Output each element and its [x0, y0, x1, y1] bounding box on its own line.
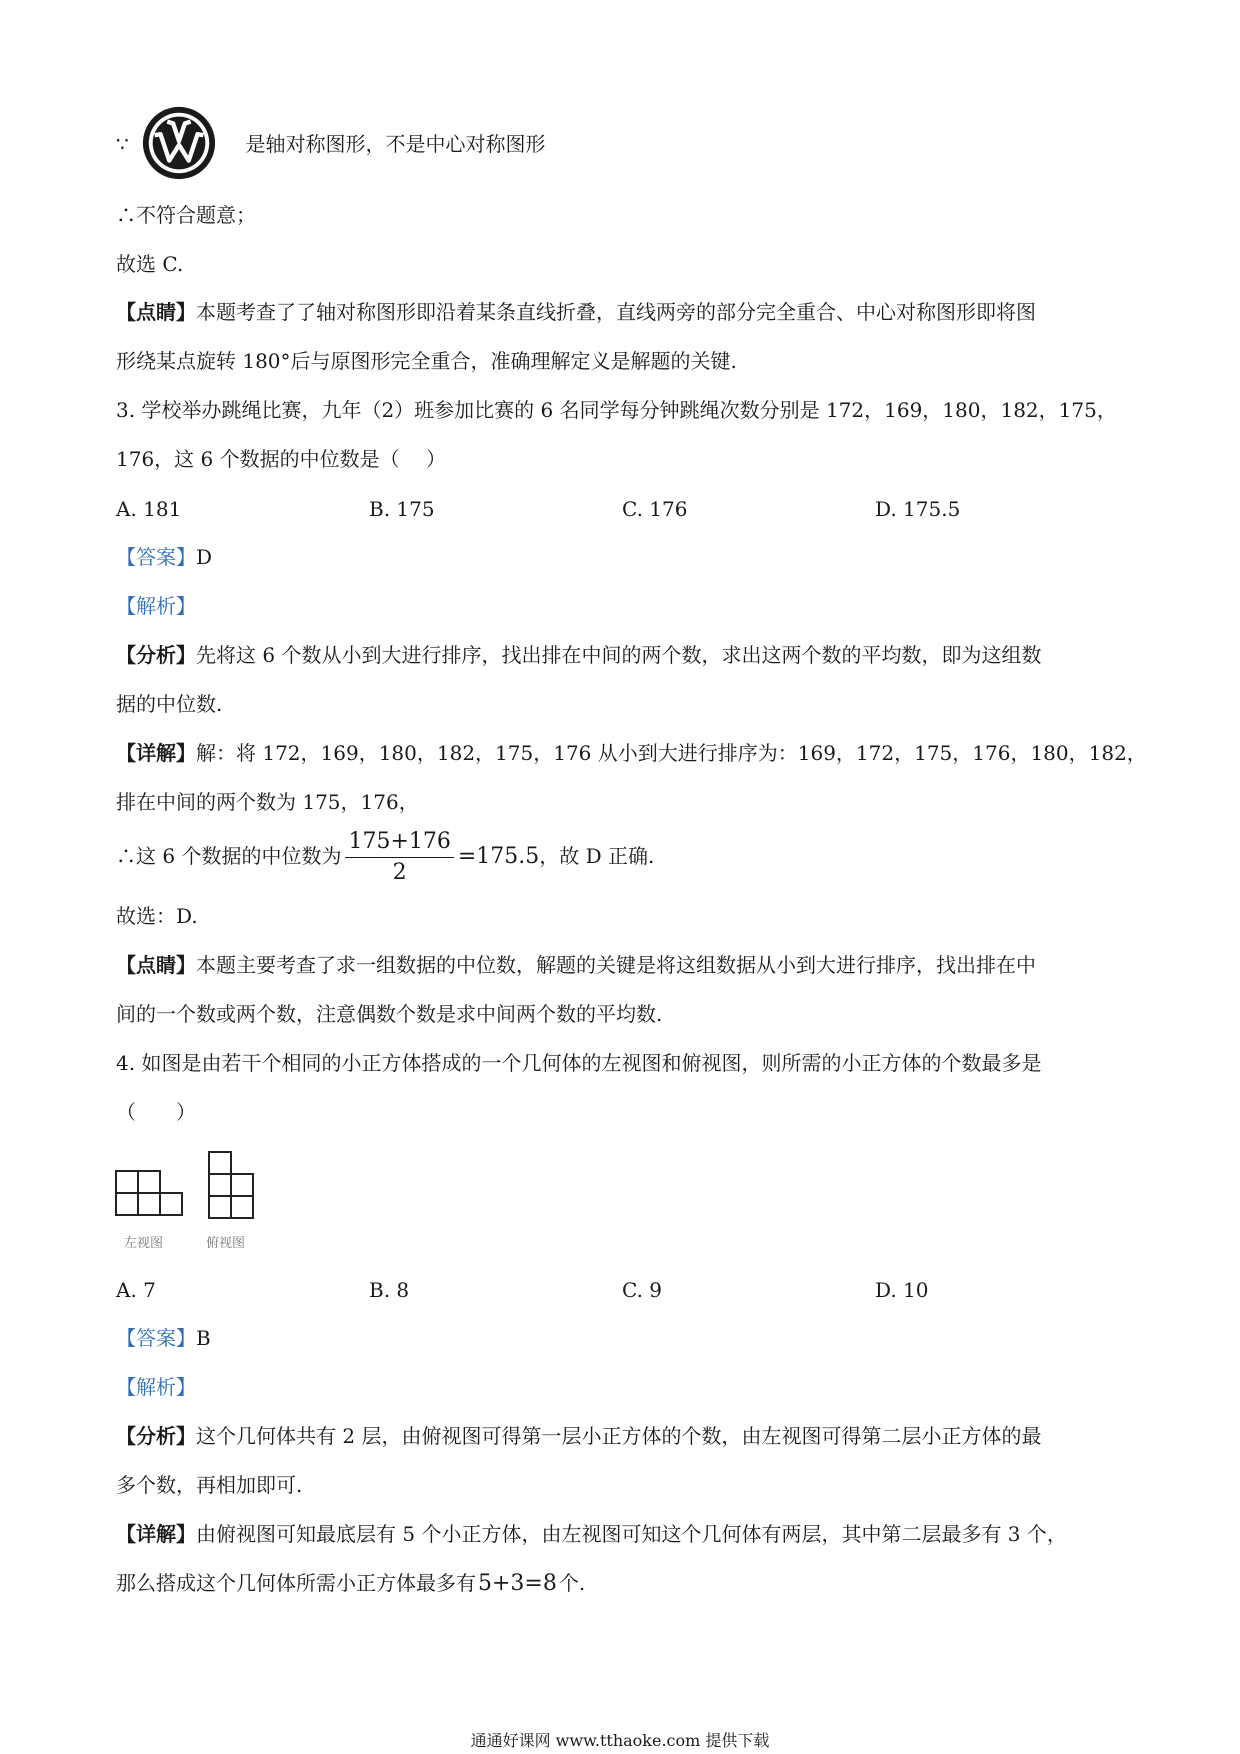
q3-detail-line2: 排在中间的两个数为 175，176， [116, 790, 419, 814]
q3-option-d: D. 175.5 [875, 497, 961, 521]
q3-choice-line: 故选：D. [116, 904, 198, 928]
left-view-label: 左视图 [124, 1236, 164, 1251]
q4-fenxi-line1 [116, 1422, 1140, 1450]
comment1-line1 [116, 298, 1140, 326]
q4-stem-line1: 4. 如图是由若干个相同的小正方体搭成的一个几何体的左视图和俯视图，则所需的小正方体的个数最多是 [116, 1051, 1042, 1075]
q3-analysis-tag: 【解析】 [116, 594, 196, 618]
q4-answer: B [196, 1326, 211, 1350]
vw-logo-figure [140, 104, 218, 182]
q3-stem-line2: 176，这 6 个数据的中位数是（ ） [116, 447, 446, 471]
q4-option-b: B. 8 [369, 1278, 410, 1302]
q4-answer-tag: 【答案】 [116, 1326, 196, 1350]
conclusion-line: ∴不符合题意； [116, 203, 256, 227]
q3-stem-line1: 3. 学校举办跳绳比赛，九年（2）班参加比赛的 6 名同学每分钟跳绳次数分别是 172，169，180，182，175， [116, 398, 1117, 422]
q4-answer-line [116, 1324, 1140, 1352]
top-view-drawing [209, 1152, 253, 1218]
q3-answer: D [196, 545, 213, 569]
left-view-drawing [116, 1171, 182, 1215]
q3-option-b: B. 175 [369, 497, 435, 521]
q4-fenxi-text1: 这个几何体共有 2 层，由俯视图可得第一层小正方体的个数，由左视图可得第二层小正方体的最 [196, 1424, 1042, 1448]
q4-views-figure [114, 1150, 264, 1260]
comment1-line2: 形绕某点旋转 180°后与原图形完全重合，准确理解定义是解题的关键. [116, 349, 737, 373]
q3-detail-line1 [116, 739, 1147, 767]
q4-detail-suffix: 个. [558, 1571, 586, 1595]
q3-comment-tag: 【点睛】 [116, 953, 196, 977]
q3-fenxi-tag: 【分析】 [116, 643, 196, 667]
q3-fenxi-text1: 先将这 6 个数从小到大进行排序，找出排在中间的两个数，求出这两个数的平均数，即为这组数 [196, 643, 1042, 667]
q3-median-prefix: ∴这 6 个数据的中位数为 [116, 844, 342, 868]
q4-option-c: C. 9 [622, 1278, 663, 1302]
q3-comment-text1: 本题主要考查了求一组数据的中位数，解题的关键是将这组数据从小到大进行排序，找出排在中 [196, 953, 1036, 977]
q3-median-line [116, 826, 1140, 888]
q3-answer-tag: 【答案】 [116, 545, 196, 569]
q4-detail-line2 [116, 1569, 1140, 1598]
choice-line: 故选 C. [116, 252, 184, 276]
q3-comment-line2: 间的一个数或两个数，注意偶数个数是求中间两个数的平均数. [116, 1002, 663, 1026]
q4-detail-line1 [116, 1520, 1140, 1548]
q3-comment-line1 [116, 951, 1140, 979]
q4-detail-text1: 由俯视图可知最底层有 5 个小正方体，由左视图可知这个几何体有两层，其中第二层最多有 3 个， [196, 1522, 1067, 1546]
q4-stem-line2: （ ） [116, 1100, 196, 1124]
q3-fenxi-line2: 据的中位数. [116, 692, 223, 716]
q3-option-a: A. 181 [116, 497, 182, 521]
q4-detail-prefix: 那么搭成这个几何体所需小正方体最多有 [116, 1571, 476, 1595]
q3-median-fraction [345, 827, 453, 888]
q3-median-suffix: ，故 D 正确. [539, 844, 655, 868]
because-mark: ∵ [116, 132, 129, 156]
top-view-label: 俯视图 [206, 1236, 246, 1251]
comment1-tag: 【点睛】 [116, 300, 196, 324]
q3-detail-text1: 解：将 172，169，180，182，175，176 从小到大进行排序为：169，172，175，176，180，182， [196, 741, 1147, 765]
q3-median-result: =175.5 [457, 844, 540, 869]
q4-option-a: A. 7 [116, 1278, 156, 1302]
logo-statement: 是轴对称图形，不是中心对称图形 [245, 132, 546, 156]
comment1-text1: 本题考查了了轴对称图形即沿着某条直线折叠，直线两旁的部分完全重合、中心对称图形即将图 [196, 300, 1036, 324]
page-footer: 通通好课网 www.tthaoke.com 提供下载 [470, 1731, 770, 1750]
q3-detail-tag: 【详解】 [116, 741, 196, 765]
q3-option-c: C. 176 [622, 497, 688, 521]
q3-answer-line [116, 543, 1140, 571]
q3-fraction-denominator: 2 [392, 860, 407, 885]
q3-fraction-numerator: 175+176 [345, 827, 453, 858]
q3-fenxi-line1 [116, 641, 1140, 669]
logo-statement-line [116, 130, 1140, 158]
q4-detail-equation: 5+3=8 [478, 1571, 557, 1596]
q4-option-d: D. 10 [875, 1278, 929, 1302]
q4-fenxi-line2: 多个数，再相加即可. [116, 1473, 303, 1497]
q4-analysis-tag: 【解析】 [116, 1375, 196, 1399]
q4-fenxi-tag: 【分析】 [116, 1424, 196, 1448]
q4-views-drawing [114, 1150, 264, 1240]
q4-detail-tag: 【详解】 [116, 1522, 196, 1546]
